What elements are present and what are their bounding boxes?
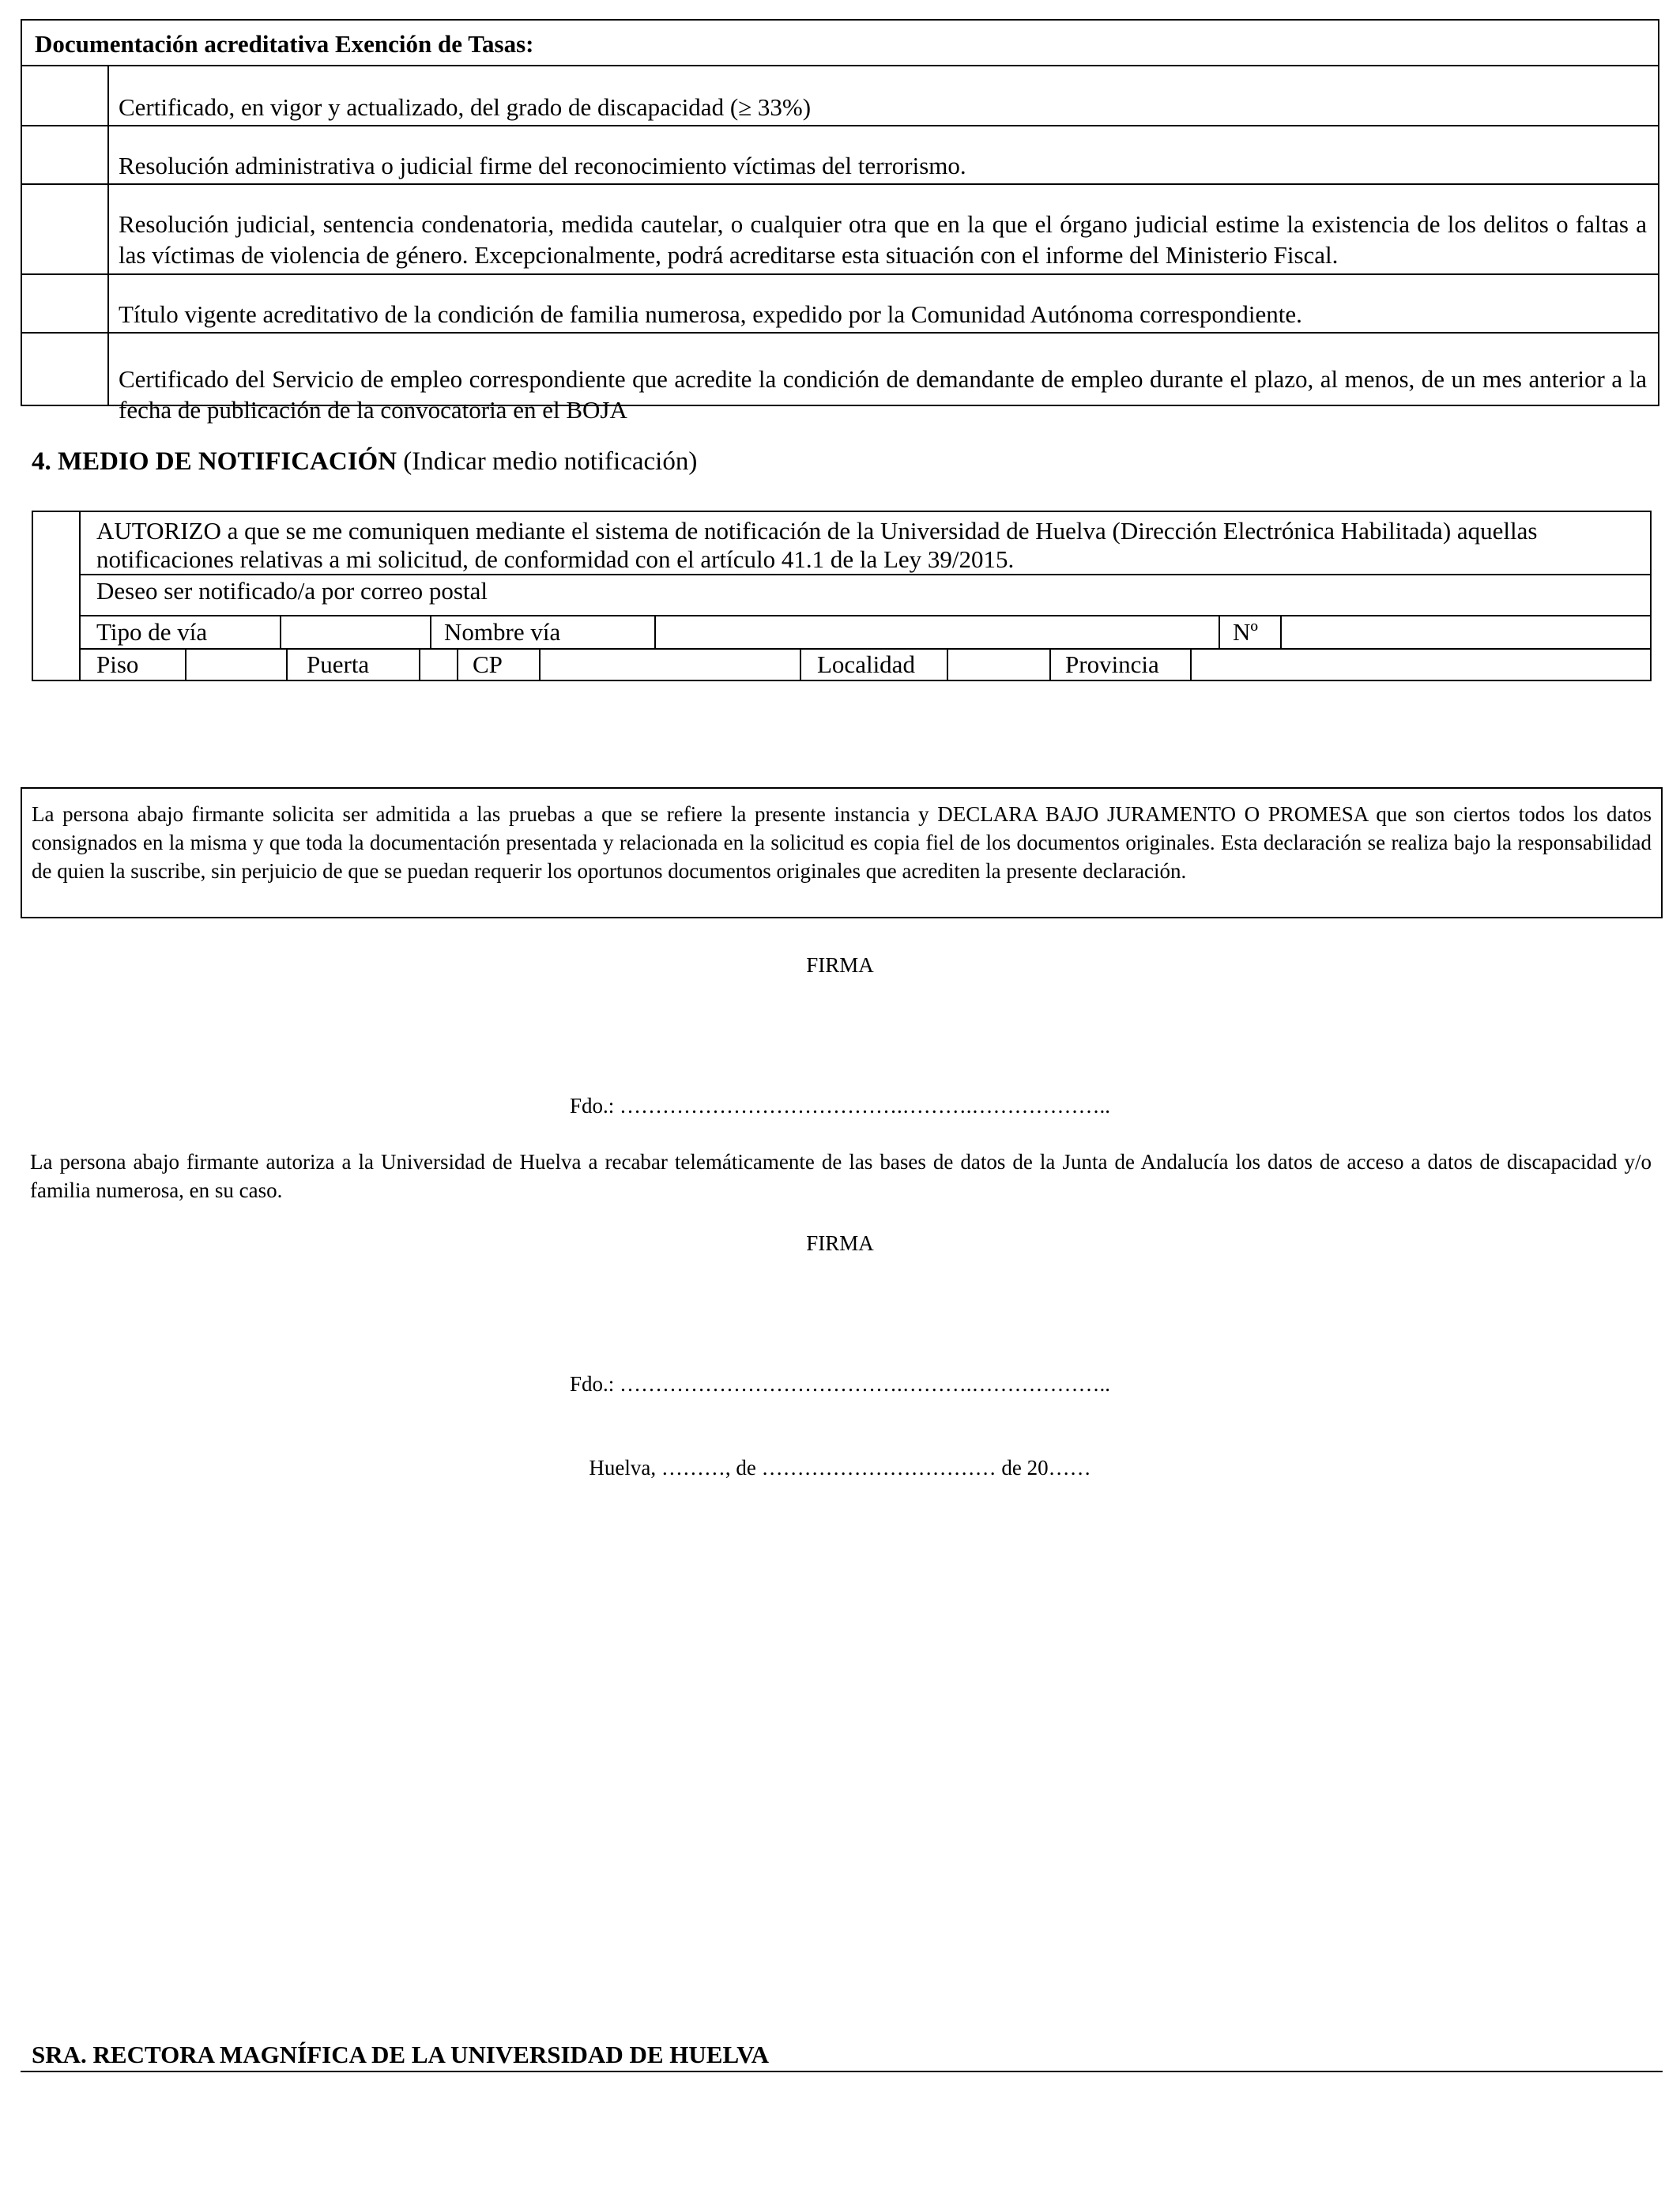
date-line: Huelva, ………, de …………………………… de 20…… xyxy=(589,1456,1091,1480)
postal-notification-text: Deseo ser notificado/a por correo postal xyxy=(96,577,488,605)
doc-item-text: Resolución administrativa o judicial firme del reconocimiento víctimas del terrorismo. xyxy=(119,152,966,179)
cell-divider xyxy=(1219,616,1220,648)
row-divider xyxy=(79,574,1650,575)
signature-line: Fdo.: ………………………………….……….……………….. xyxy=(569,1094,1111,1118)
cell-divider xyxy=(539,650,541,681)
declaration-text: La persona abajo firmante solicita ser admitida a las pruebas a que se refiere la presente instancia y DECLARA BAJO JURAMENTO O PROMESA que son ciertos todos los datos consignados en la misma y que toda la documentación presentada y relacionada en la solicitud es copia fiel de los documentos originales. Esta declaración se realiza bajo la responsabilidad de quien la suscribe, sin perjuicio de que se puedan requerir los oportunos documentos originales que acrediten la presente declaración. xyxy=(32,802,1652,883)
notification-title-note: (Indicar medio notificación) xyxy=(397,447,698,476)
tipo-via-label: Tipo de vía xyxy=(96,618,208,646)
cell-divider xyxy=(185,650,186,681)
cell-divider xyxy=(419,650,420,681)
cell-divider xyxy=(280,616,281,648)
localidad-label: Localidad xyxy=(817,650,915,678)
cell-divider xyxy=(457,650,458,681)
signature-line: Fdo.: ………………………………….……….……………….. xyxy=(569,1372,1111,1396)
doc-item-checkbox[interactable] xyxy=(22,183,109,273)
cell-divider xyxy=(800,650,801,681)
declaration-box xyxy=(21,787,1663,918)
postal-notification-checkbox[interactable] xyxy=(33,575,79,681)
doc-item-large-family xyxy=(22,273,1658,334)
numero-label: Nº xyxy=(1233,618,1258,646)
authorization-text: La persona abajo firmante autoriza a la Universidad de Huelva a recabar telemáticamente de las bases de datos de la Junta de Andalucía los datos de acceso a datos de discapacidad y/o familia numerosa, en su caso. xyxy=(30,1150,1652,1202)
notification-title-bold: 4. MEDIO DE NOTIFICACIÓN xyxy=(32,447,397,476)
electronic-notification-checkbox[interactable] xyxy=(33,512,79,574)
localidad-field[interactable] xyxy=(950,650,1049,681)
electronic-notification-text: AUTORIZO a que se me comuniquen mediante el sistema de notificación de la Universidad de Huelva (Dirección Electrónica Habilitada) aquellas notificaciones relativas a mi solicitud, de conformidad con el artículo 41.1 de la Ley 39/2015. xyxy=(96,517,1538,573)
addressee-title: SRA. RECTORA MAGNÍFICA DE LA UNIVERSIDAD DE HUELVA xyxy=(32,2041,770,2068)
notification-table xyxy=(32,511,1652,681)
documentation-header-text: Documentación acreditativa Exención de Tasas: xyxy=(35,30,534,58)
cell-divider xyxy=(1280,616,1282,648)
piso-label: Piso xyxy=(96,650,139,678)
tipo-via-field[interactable] xyxy=(283,616,430,648)
documentation-table xyxy=(21,19,1659,424)
signature-label: FIRMA xyxy=(806,953,874,977)
provincia-field[interactable] xyxy=(1193,650,1650,681)
piso-field[interactable] xyxy=(188,650,286,681)
doc-item-text: Certificado, en vigor y actualizado, del grado de discapacidad (≥ 33%) xyxy=(119,93,812,121)
doc-item-terrorism-victim xyxy=(22,125,1658,185)
documentation-header xyxy=(22,21,1658,66)
nombre-via-field[interactable] xyxy=(657,616,1219,648)
footer-rule xyxy=(21,2071,1663,2072)
signature-label: FIRMA xyxy=(806,1231,874,1255)
doc-item-text: Certificado del Servicio de empleo correspondiente que acredite la condición de demandante de empleo durante el plazo, al menos, de un mes anterior a la fecha de publicación de la convocatoria en el BOJA xyxy=(119,365,1647,424)
cell-divider xyxy=(430,616,431,648)
notification-section-title xyxy=(32,447,697,477)
doc-item-text: Título vigente acreditativo de la condición de familia numerosa, expedido por la Comunidad Autónoma correspondiente. xyxy=(119,300,1302,328)
doc-item-checkbox[interactable] xyxy=(22,65,109,125)
cell-divider xyxy=(1049,650,1051,681)
doc-item-checkbox[interactable] xyxy=(22,332,109,406)
cp-field[interactable] xyxy=(542,650,800,681)
cell-divider xyxy=(1190,650,1192,681)
doc-item-job-seeker xyxy=(22,332,1658,424)
puerta-label: Puerta xyxy=(307,650,370,678)
puerta-field[interactable] xyxy=(422,650,449,681)
doc-item-gender-violence xyxy=(22,183,1658,275)
doc-item-text: Resolución judicial, sentencia condenatoria, medida cautelar, o cualquier otra que en la que el órgano judicial estime la existencia de los delitos o faltas a las víctimas de violencia de género. Excepcionalmente, podrá acreditarse esta situación con el informe del Ministerio Fiscal. xyxy=(119,210,1647,269)
cell-divider xyxy=(286,650,288,681)
doc-item-checkbox[interactable] xyxy=(22,125,109,183)
cp-label: CP xyxy=(473,650,503,678)
cell-divider xyxy=(654,616,656,648)
numero-field[interactable] xyxy=(1283,616,1650,648)
doc-item-checkbox[interactable] xyxy=(22,273,109,332)
provincia-label: Provincia xyxy=(1065,650,1159,678)
cell-divider xyxy=(947,650,948,681)
nombre-via-label: Nombre vía xyxy=(444,618,561,646)
doc-item-disability xyxy=(22,65,1658,126)
